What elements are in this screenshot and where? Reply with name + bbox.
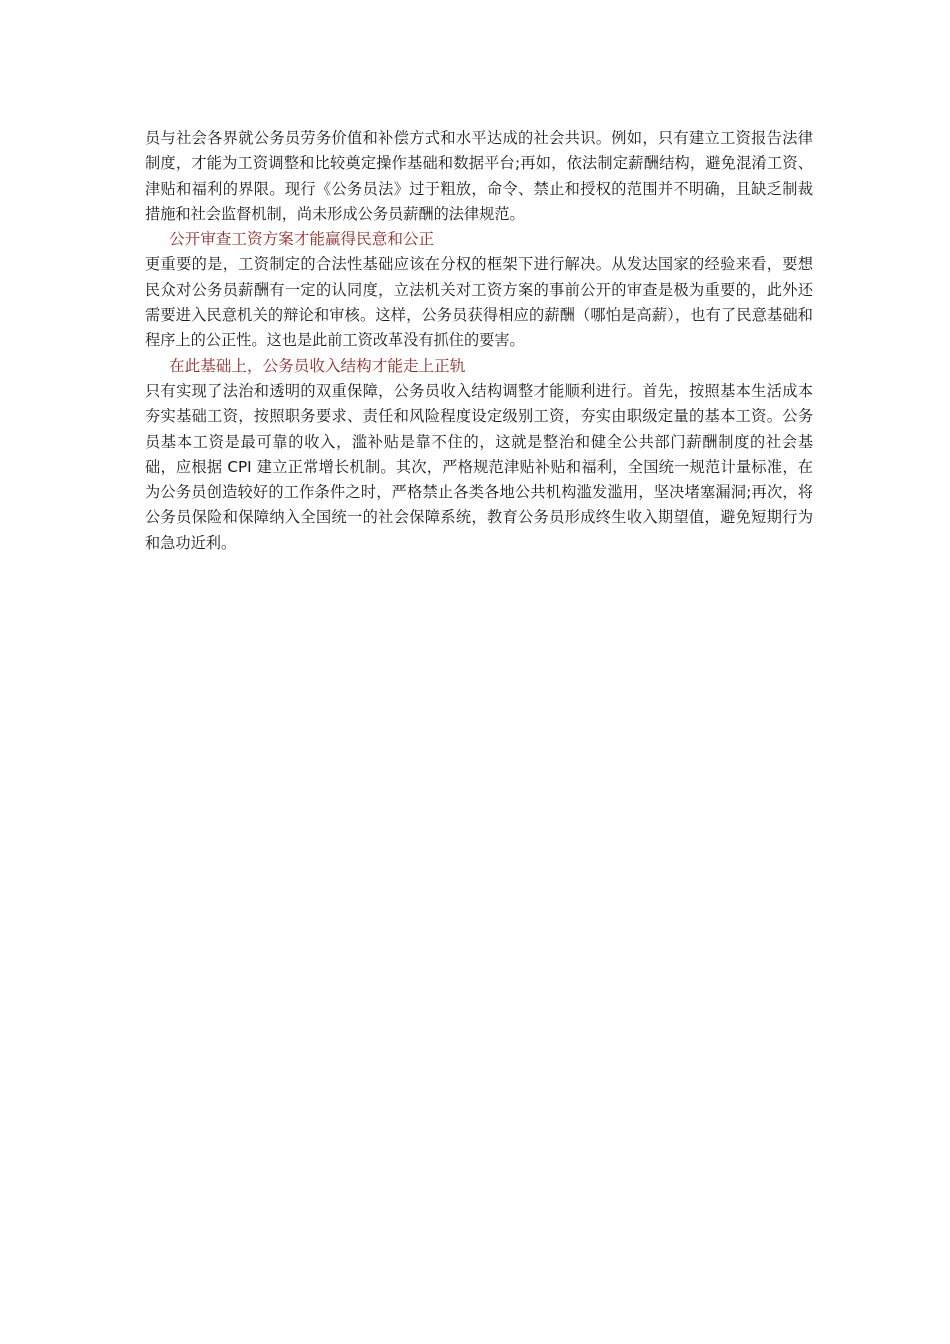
paragraph-income-structure: 只有实现了法治和透明的双重保障，公务员收入结构调整才能顺利进行。首先，按照基本生活成本夯实基础工资，按照职务要求、责任和风险程度设定级别工资，夯实由职级定量的基本工资。公务员基本工资是最可靠的收入，滥补贴是靠不住的，这就是整治和健全公共部门薪酬制度的社会基础，应根据 CPI 建立正常增长机制。其次，严格规范津贴补贴和福利，全国统一规范计量标准，在为公务员创造较好的工作条件之时，严格禁止各类各地公共机构滥发滥用，坚决堵塞漏洞;再次，将公务员保险和保障纳入全国统一的社会保障系统，教育公务员形成终生收入期望值，避免短期行为和急功近利。 — [145, 381, 813, 552]
section-heading-income-structure: 在此基础上，公务员收入结构才能走上正轨 — [169, 356, 466, 375]
paragraph-legal-framework: 员与社会各界就公务员劳务价值和补偿方式和水平达成的社会共识。例如，只有建立工资报告法律制度，才能为工资调整和比较奠定操作基础和数据平台;再如，依法制定薪酬结构，避免混淆工资、津贴和福利的界限。现行《公务员法》过于粗放，命令、禁止和授权的范围并不明确，且缺乏制裁措施和社会监督机制，尚未形成公务员薪酬的法律规范。 — [145, 129, 813, 223]
paragraph-public-review: 更重要的是，工资制定的合法性基础应该在分权的框架下进行解决。从发达国家的经验来看，要想民众对公务员薪酬有一定的认同度，立法机关对工资方案的事前公开的审查是极为重要的，此外还需要进入民意机关的辩论和审核。这样，公务员获得相应的薪酬（哪怕是高薪），也有了民意基础和程序上的公正性。这也是此前工资改革没有抓住的要害。 — [145, 255, 813, 350]
article-body — [145, 126, 813, 556]
section-heading-public-review: 公开审查工资方案才能赢得民意和公正 — [169, 230, 435, 249]
